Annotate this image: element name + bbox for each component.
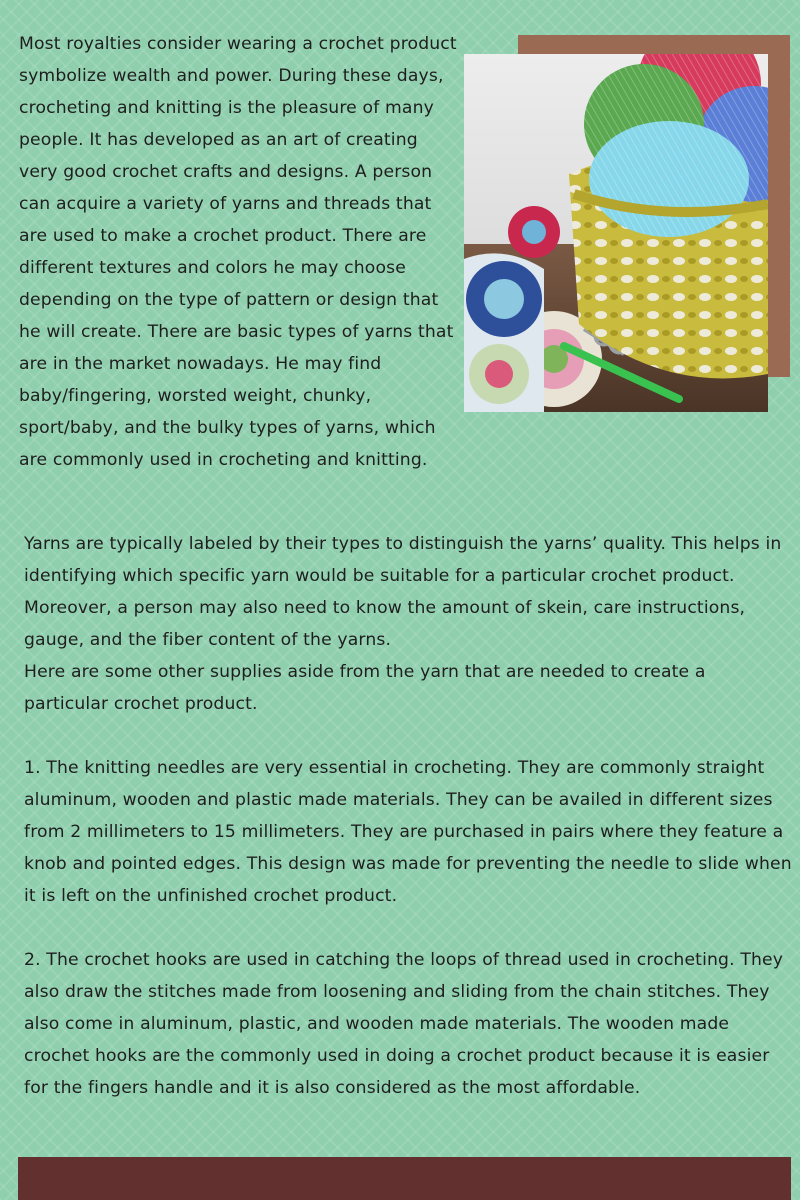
- crochet-hooks-paragraph: 2. The crochet hooks are used in catching the loops of thread used in crocheting. They also draw the stitches made from loosening and sliding from the chain stitches. They also come in aluminum, plastic, and wooden made materials. The wooden made crochet hooks are the commonly used in doing a crochet product because it is easier for the fingers handle and it is also considered as the most affordable.: [24, 950, 784, 1098]
- body-text: [24, 528, 794, 1136]
- supplies-intro-paragraph: Here are some other supplies aside from the yarn that are needed to create a particular crochet product.: [24, 662, 706, 714]
- yarn-basket-photo: [464, 54, 768, 412]
- footer-band: [18, 1157, 791, 1200]
- knitting-needles-paragraph: 1. The knitting needles are very essential in crocheting. They are commonly straight aluminum, wooden and plastic made materials. They can be availed in different sizes from 2 millimeters to 15 millimeters. They are purchased in pairs where they feature a knob and pointed edges. This design was made for preventing the needle to slide when it is left on the unfinished crochet product.: [24, 758, 792, 906]
- intro-paragraph: Most royalties consider wearing a crochet product symbolize wealth and power. During these days, crocheting and knitting is the pleasure of many people. It has developed as an art of creating very good crochet crafts and designs. A person can acquire a variety of yarns and threads that are used to make a crochet product. There are different textures and colors he may choose depending on the type of pattern or design that he will create. There are basic types of yarns that are in the market nowadays. He may find baby/fingering, worsted weight, chunky, sport/baby, and the bulky types of yarns, which are commonly used in crocheting and knitting.: [19, 34, 457, 470]
- yarn-labels-paragraph: Yarns are typically labeled by their types to distinguish the yarns’ quality. This helps in identifying which specific yarn would be suitable for a particular crochet product. Moreover, a person may also need to know the amount of skein, care instructions, gauge, and the fiber content of the yarns.: [24, 534, 782, 650]
